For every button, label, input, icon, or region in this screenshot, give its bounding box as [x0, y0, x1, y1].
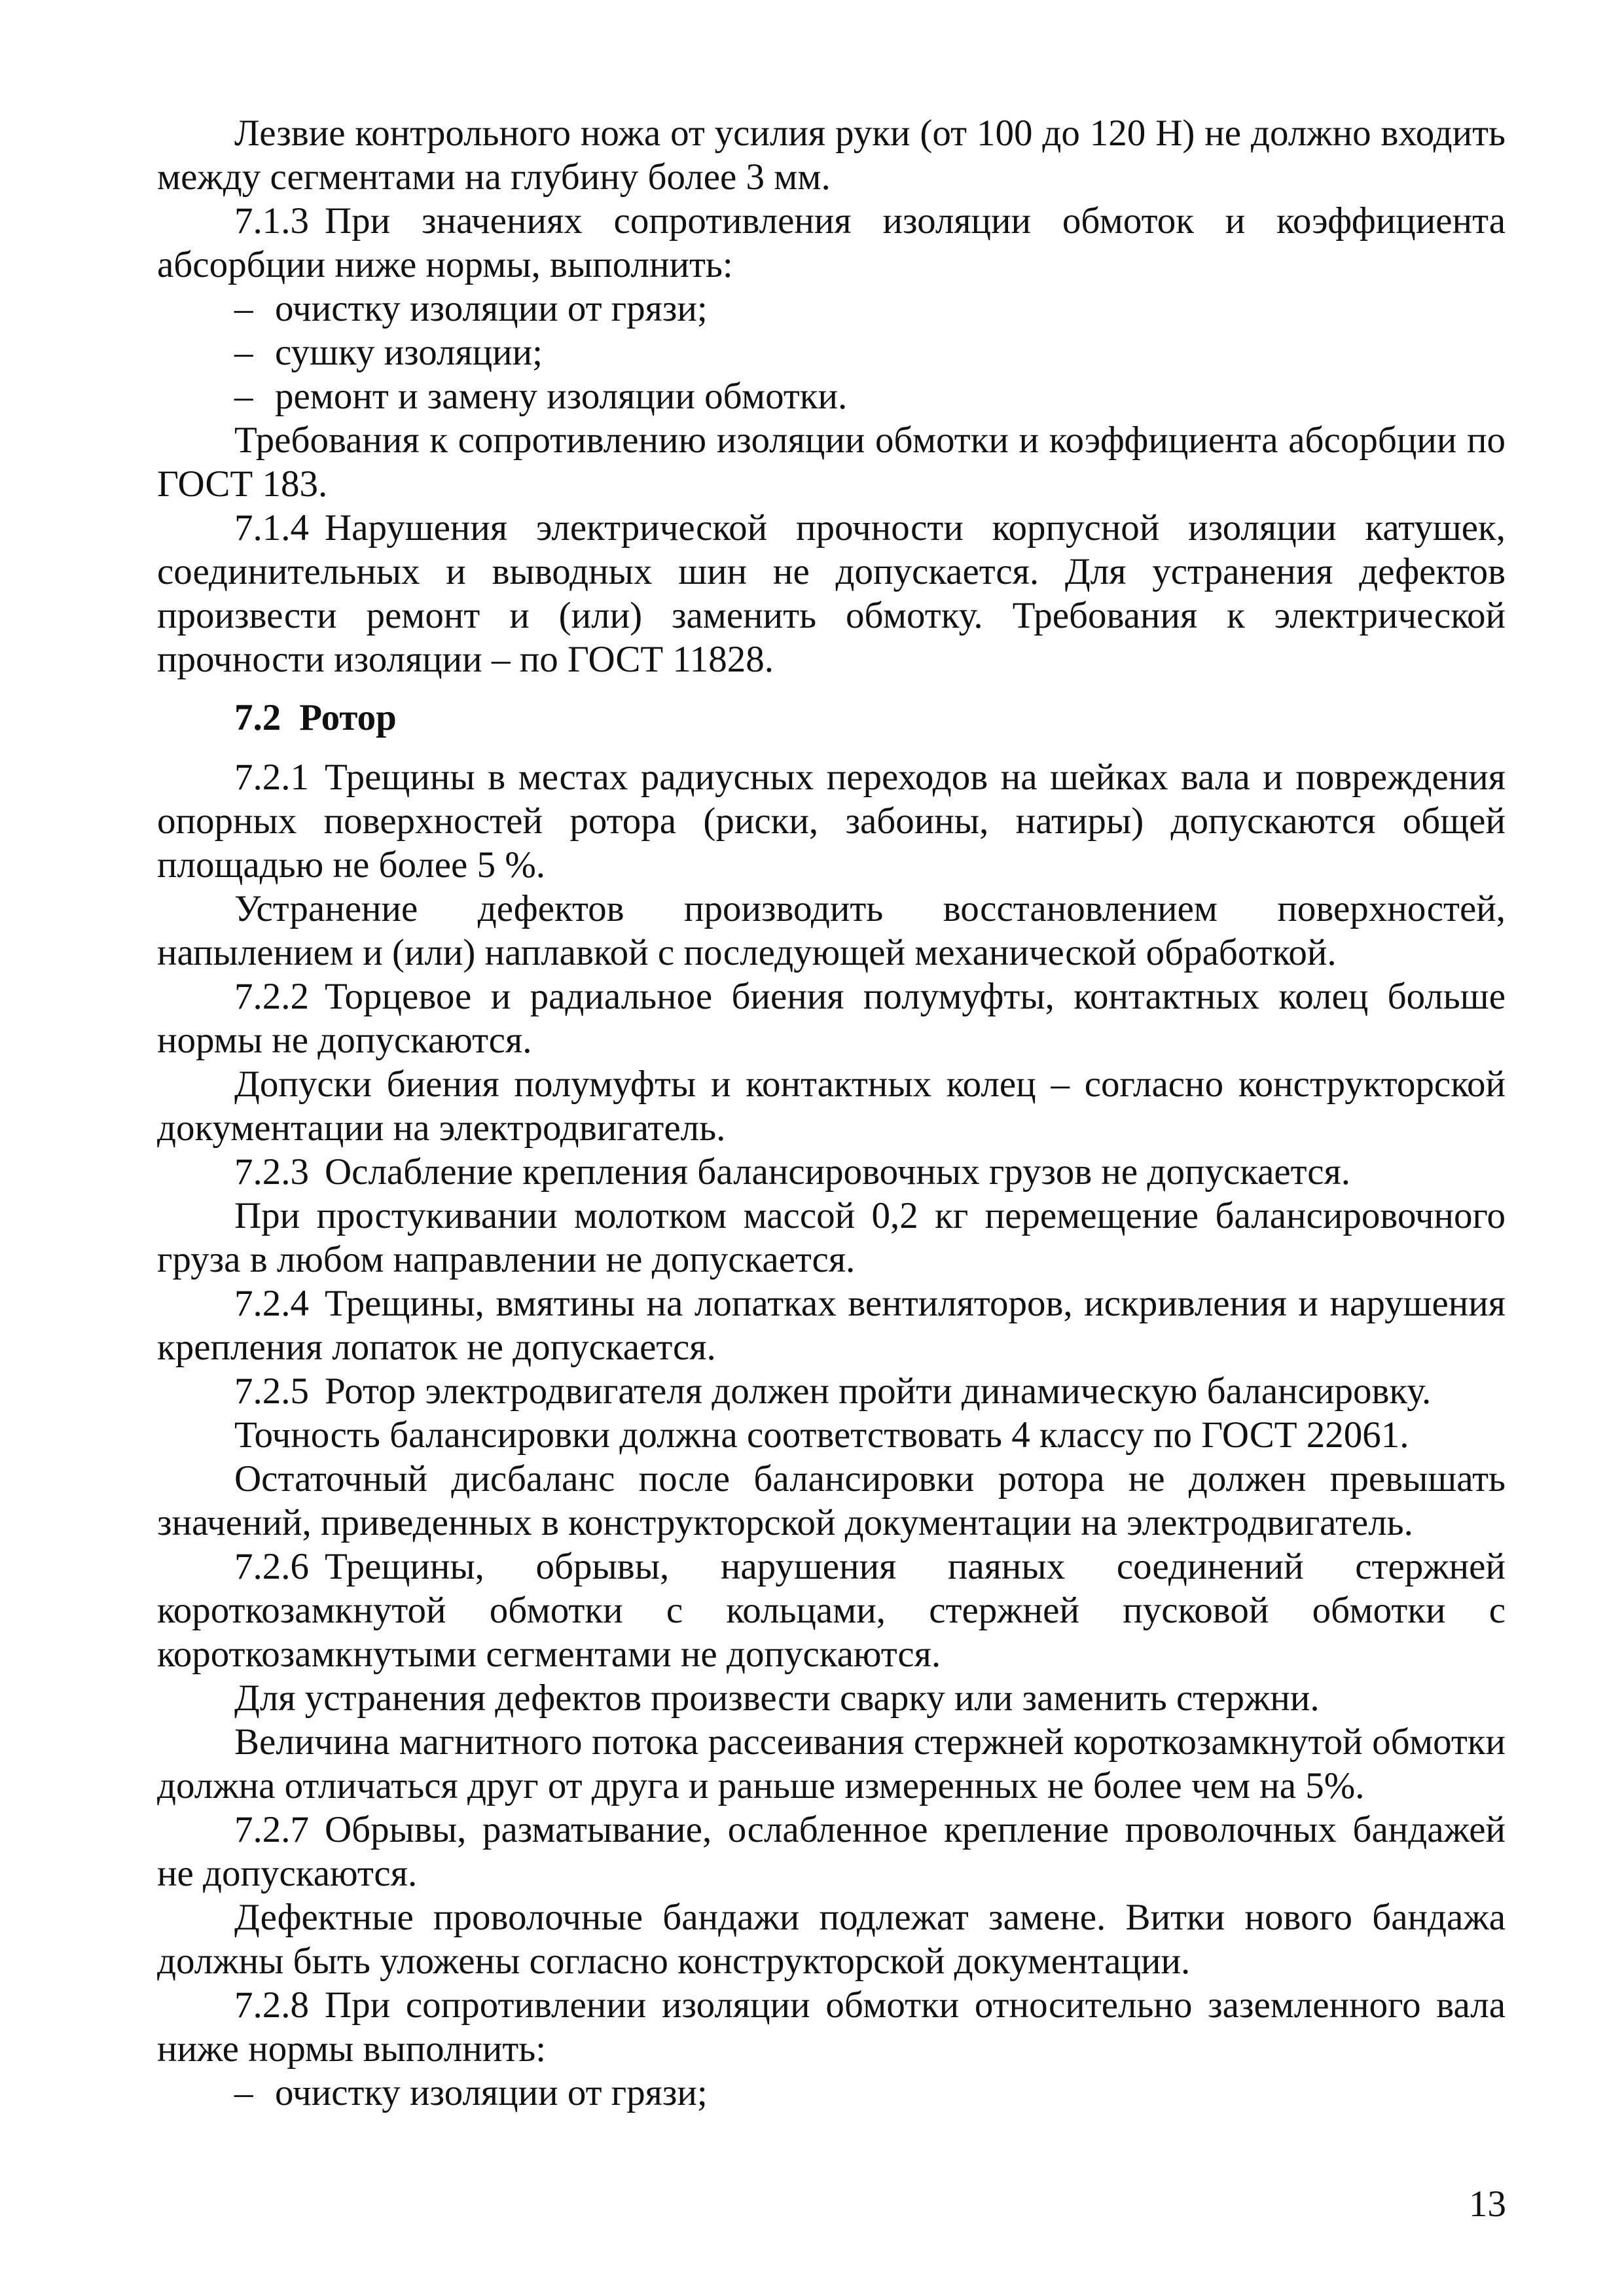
list-item: [157, 287, 1506, 331]
section-7-2-4: [157, 1282, 1506, 1369]
paragraph-insulation-requirements: Требования к сопротивлению изоляции обмотки и коэффициента абсорбции по ГОСТ 183.: [157, 420, 1506, 505]
section-number: 7.1.4: [234, 507, 309, 548]
page-number: 13: [1469, 2183, 1506, 2225]
section-text: Нарушения электрической прочности корпусной изоляции катушек, соединительных и выводных шин не допускается. Для устранения дефектов произвести ремонт и (или) заменить обмотку. Требования к электрической прочности изоляции – по ГОСТ 11828.: [157, 507, 1506, 680]
paragraph-runout-tolerances: Допуски биения полумуфты и контактных колец – согласно конструкторской документации на электродвигатель.: [157, 1064, 1506, 1149]
list-item-text: сушку изоляции;: [275, 332, 543, 373]
paragraph-welding: Для устранения дефектов произвести сварку или заменить стержни.: [234, 1677, 1320, 1719]
section-text: При значениях сопротивления изоляции обмоток и коэффициента абсорбции ниже нормы, выполнить:: [157, 200, 1506, 285]
list-item-text: ремонт и замену изоляции обмотки.: [275, 376, 848, 417]
section-text: Ротор электродвигателя должен пройти динамическую балансировку.: [325, 1371, 1432, 1412]
section-text: Трещины в местах радиусных переходов на шейках вала и повреждения опорных поверхностей ротора (риски, забоины, натиры) допускаются общей площадью не более 5 %.: [157, 757, 1506, 886]
section-number: 7.2.7: [234, 1809, 309, 1850]
section-7-1-3: [157, 199, 1506, 287]
list-item: [157, 2071, 1506, 2115]
section-number: 7.2.4: [234, 1283, 309, 1324]
list-item-text: очистку изоляции от грязи;: [275, 2072, 708, 2113]
section-number: 7.2.8: [234, 1984, 309, 2026]
heading-7-2-rotor: [157, 696, 1506, 740]
dash-bullet: –: [234, 376, 253, 417]
section-number: 7.2.3: [234, 1151, 309, 1193]
section-number: 7.1.3: [234, 200, 309, 242]
section-number: 7.2.1: [234, 757, 309, 798]
list-item-text: очистку изоляции от грязи;: [275, 288, 708, 329]
section-7-2-5: [157, 1369, 1506, 1413]
paragraph-balancing-accuracy: Точность балансировки должна соответствовать 4 классу по ГОСТ 22061.: [234, 1414, 1409, 1456]
section-7-2-8: [157, 1983, 1506, 2071]
heading-number: 7.2: [234, 697, 281, 738]
section-7-1-4: [157, 506, 1506, 681]
document-page: [157, 111, 1506, 2115]
section-number: 7.2.6: [234, 1546, 309, 1587]
section-text: Трещины, обрывы, нарушения паяных соединений стержней короткозамкнутой обмотки с кольцами, стержней пусковой обмотки с короткозамкнутыми сегментами не допускаются.: [157, 1546, 1506, 1675]
section-text: Обрывы, разматывание, ослабленное крепление проволочных бандажей не допускаются.: [157, 1809, 1506, 1894]
section-7-2-2: [157, 975, 1506, 1062]
section-number: 7.2.5: [234, 1371, 309, 1412]
section-7-2-1: [157, 755, 1506, 887]
section-text: Трещины, вмятины на лопатках вентиляторов, искривления и нарушения крепления лопаток не допускается.: [157, 1283, 1506, 1368]
section-text: Ослабление крепления балансировочных грузов не допускается.: [325, 1151, 1351, 1193]
section-number: 7.2.2: [234, 976, 309, 1017]
list-item: [157, 331, 1506, 374]
section-7-2-3: [157, 1150, 1506, 1194]
paragraph-defect-removal: Устранение дефектов производить восстановлением поверхностей, напылением и (или) наплавкой с последующей механической обработкой.: [157, 888, 1506, 973]
paragraph-residual-imbalance: Остаточный дисбаланс после балансировки ротора не должен превышать значений, приведенных в конструкторской документации на электродвигатель.: [157, 1458, 1506, 1543]
paragraph-hammer-test: При простукивании молотком массой 0,2 кг перемещение балансировочного груза в любом направлении не допускается.: [157, 1195, 1506, 1280]
dash-bullet: –: [234, 2072, 253, 2113]
list-item: [157, 374, 1506, 418]
section-7-2-7: [157, 1808, 1506, 1895]
section-text: При сопротивлении изоляции обмотки относительно заземленного вала ниже нормы выполнить:: [157, 1984, 1506, 2070]
paragraph-wire-bandages: Дефектные проволочные бандажи подлежат замене. Витки нового бандажа должны быть уложены согласно конструкторской документации.: [157, 1897, 1506, 1982]
section-7-2-6: [157, 1545, 1506, 1676]
paragraph-knife-test: Лезвие контрольного ножа от усилия руки (от 100 до 120 Н) не должно входить между сегментами на глубину более 3 мм.: [157, 113, 1506, 198]
dash-bullet: –: [234, 288, 253, 329]
dash-bullet: –: [234, 332, 253, 373]
paragraph-magnetic-flux: Величина магнитного потока рассеивания стержней короткозамкнутой обмотки должна отличаться друг от друга и раньше измеренных не более чем на 5%.: [157, 1721, 1506, 1806]
section-text: Торцевое и радиальное биения полумуфты, контактных колец больше нормы не допускаются.: [157, 976, 1506, 1061]
heading-title: Ротор: [299, 697, 397, 738]
